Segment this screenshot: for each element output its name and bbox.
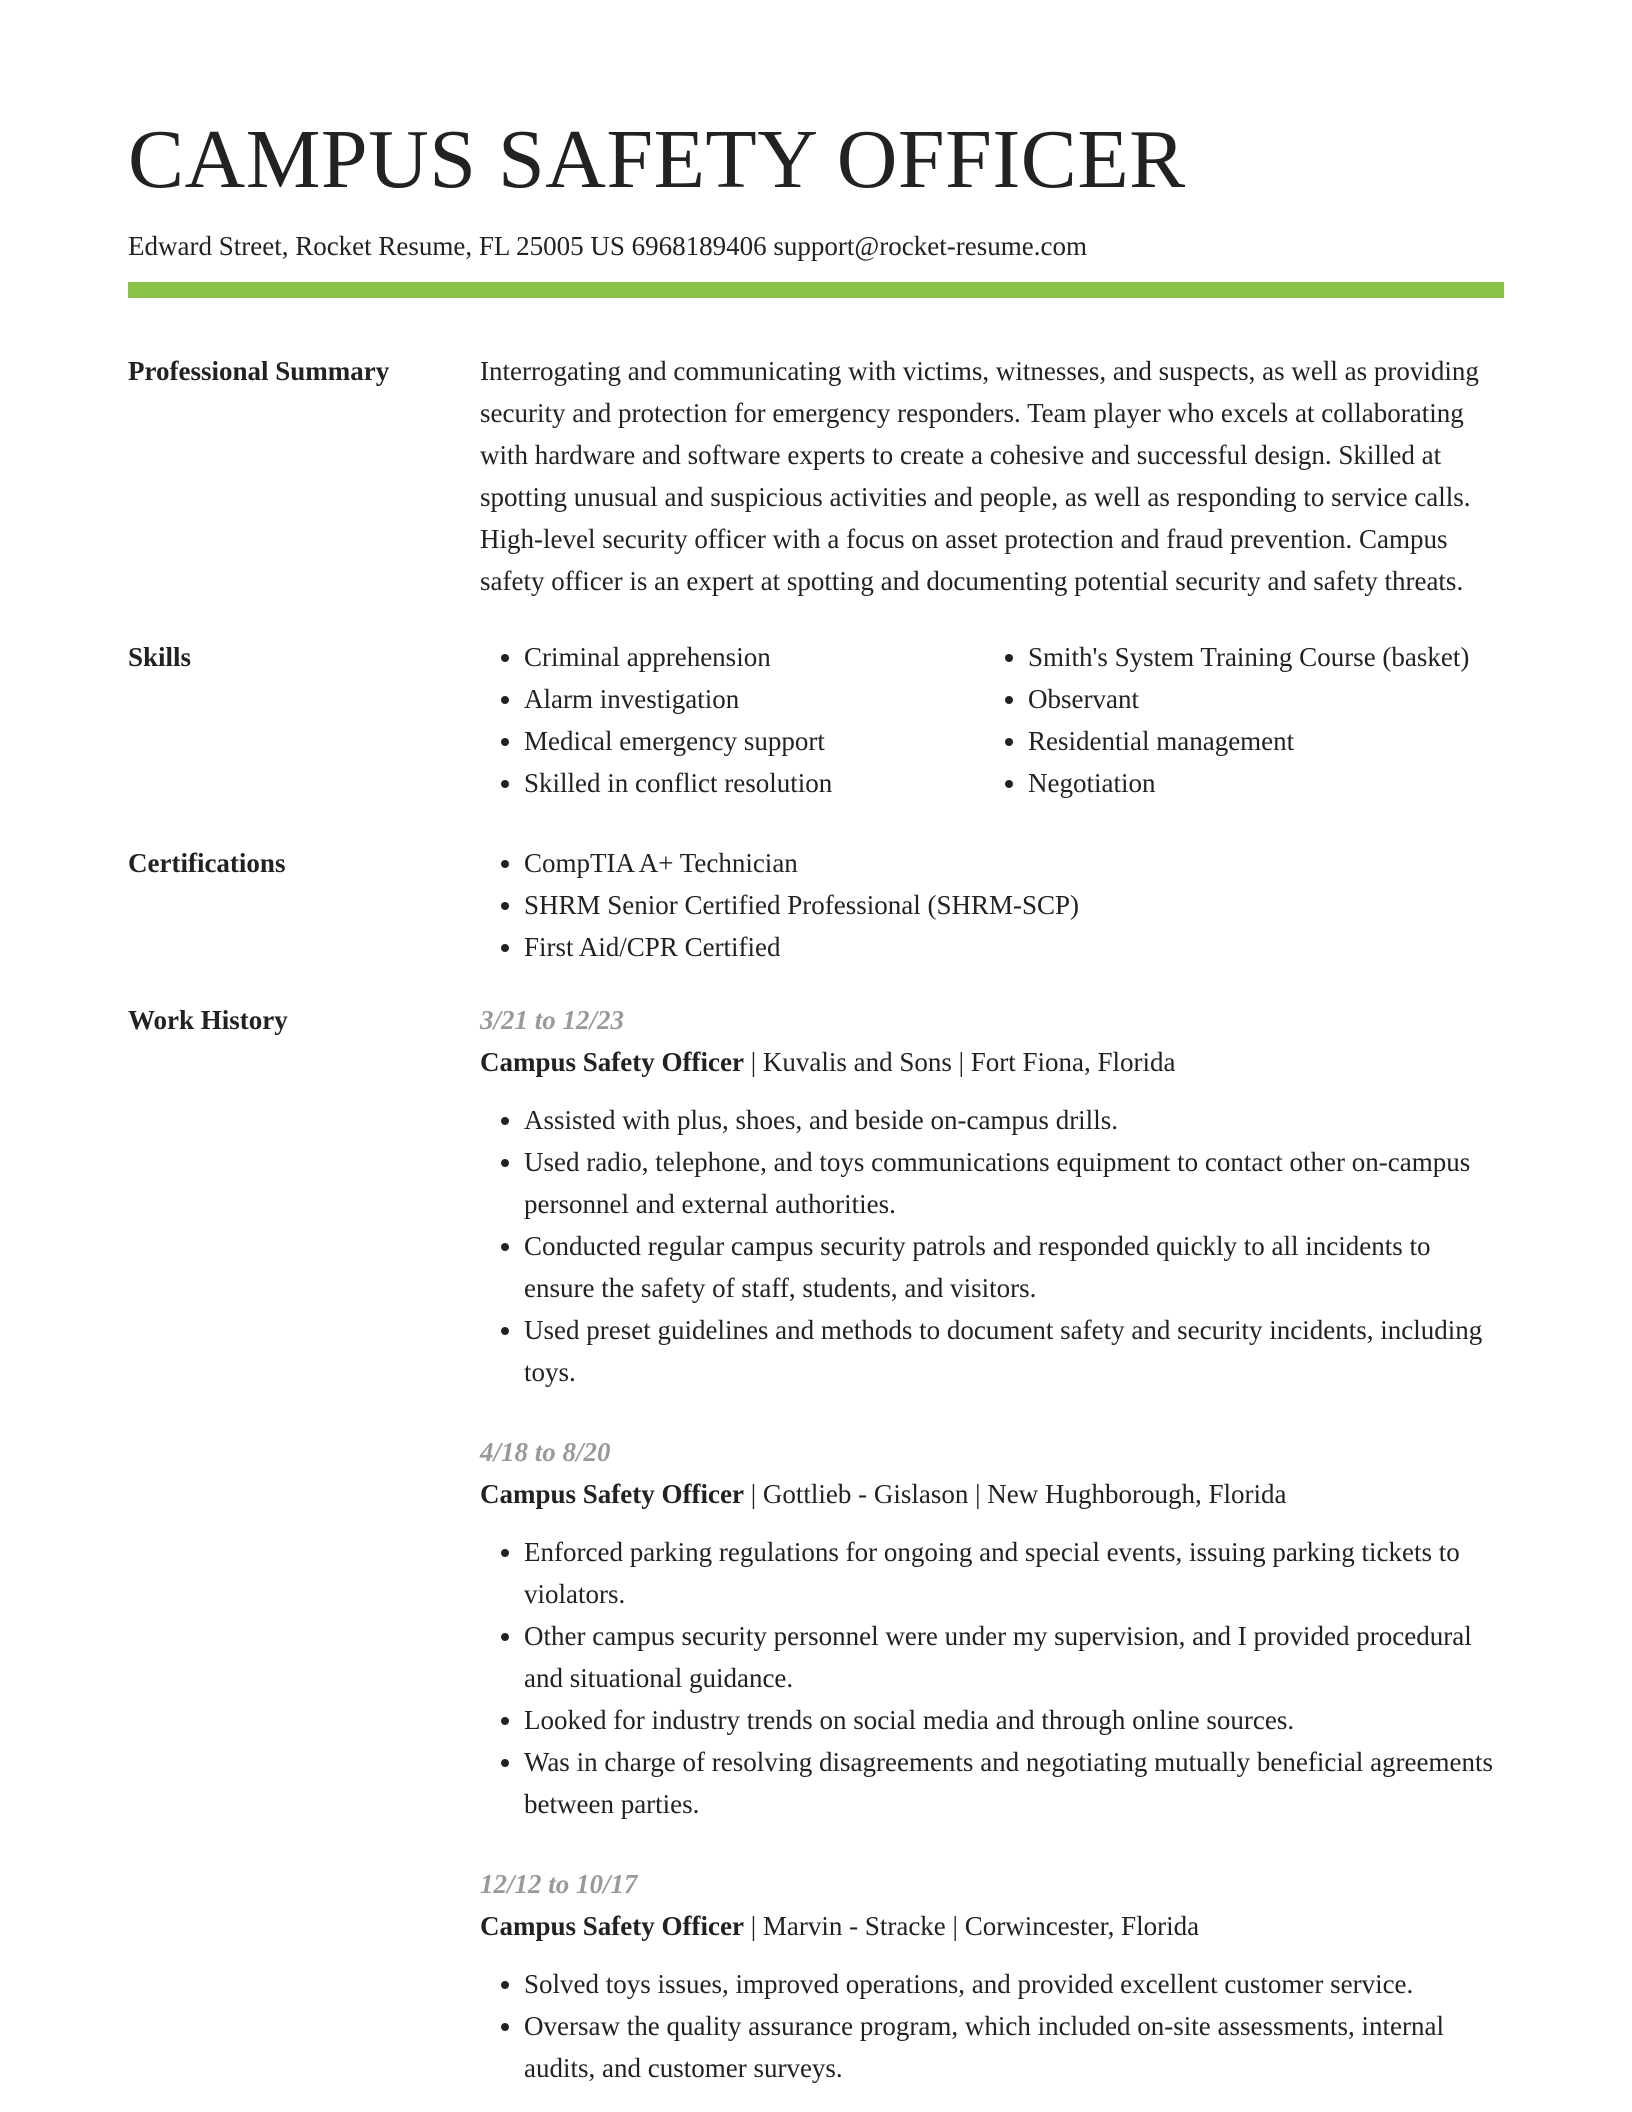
skill-item: • Skilled in conflict resolution xyxy=(524,762,984,804)
job-bullet: • Oversaw the quality assurance program, which included on-site assessments, internal audits, and customer surveys. xyxy=(524,2005,1504,2089)
job-header xyxy=(480,1905,1504,1947)
job-entry xyxy=(480,999,1504,1393)
job-dates: 4/18 to 8/20 xyxy=(480,1437,611,1468)
section-title-certifications: Certifications xyxy=(128,848,286,879)
contact-line: Edward Street, Rocket Resume, FL 25005 US 6968189406 support@rocket-resume.com xyxy=(128,231,1087,261)
job-bullet: • Used radio, telephone, and toys communications equipment to contact other on-campus personnel and external authorities. xyxy=(524,1141,1504,1225)
resume-page xyxy=(128,113,1504,2089)
section-title-skills: Skills xyxy=(128,642,192,673)
summary-text: Interrogating and communicating with victims, witnesses, and suspects, as well as providing security and protection for emergency responders. Team player who excels at collaborating with hardware and software experts to create a cohesive and successful design. Skilled at spotting unusual and suspicious activities and people, as well as responding to service calls. High-level security officer with a focus on asset protection and fraud prevention. Campus safety officer is an expert at spotting and documenting potential security and safety threats. xyxy=(480,356,1479,597)
section-title-work-history: Work History xyxy=(128,1005,288,1036)
skill-item: • Alarm investigation xyxy=(524,678,984,720)
resume-title: CAMPUS SAFETY OFFICER xyxy=(128,113,1186,206)
skill-item: • Observant xyxy=(1028,678,1504,720)
job-bullet: • Was in charge of resolving disagreements and negotiating mutually beneficial agreements between parties. xyxy=(524,1741,1504,1825)
job-bullets xyxy=(480,1531,1504,1825)
job-dates: 12/12 to 10/17 xyxy=(480,1869,638,1900)
job-bullet: • Used preset guidelines and methods to document safety and security incidents, including toys. xyxy=(524,1309,1504,1393)
skills-list-right xyxy=(984,636,1504,804)
header-divider xyxy=(128,282,1504,298)
certification-item: • SHRM Senior Certified Professional (SHRM-SCP) xyxy=(524,884,1504,926)
certifications-list xyxy=(480,842,1504,968)
job-bullet: • Assisted with plus, shoes, and beside on-campus drills. xyxy=(524,1099,1504,1141)
skill-item: • Smith's System Training Course (basket) xyxy=(1028,636,1504,678)
skill-item: • Residential management xyxy=(1028,720,1504,762)
job-title: Campus Safety Officer xyxy=(480,1047,744,1078)
skill-item: • Medical emergency support xyxy=(524,720,984,762)
work-history-section xyxy=(128,999,1504,2089)
job-details: | Marvin - Stracke | Corwincester, Florida xyxy=(743,1911,1200,1942)
job-bullets xyxy=(480,1099,1504,1393)
job-dates: 3/21 to 12/23 xyxy=(480,1005,625,1036)
skills-list-left xyxy=(480,636,984,804)
certification-item: • First Aid/CPR Certified xyxy=(524,926,1504,968)
skill-item: • Criminal apprehension xyxy=(524,636,984,678)
job-bullet: • Enforced parking regulations for ongoing and special events, issuing parking tickets to violators. xyxy=(524,1531,1504,1615)
job-bullets xyxy=(480,1963,1504,2089)
job-header xyxy=(480,1041,1504,1083)
job-bullet: • Conducted regular campus security patrols and responded quickly to all incidents to ensure the safety of staff, students, and visitors. xyxy=(524,1225,1504,1309)
skills-section xyxy=(128,636,1504,804)
job-bullet: • Looked for industry trends on social media and through online sources. xyxy=(524,1699,1504,1741)
job-entry xyxy=(480,1431,1504,1825)
section-title-summary: Professional Summary xyxy=(128,356,390,387)
certification-item: • CompTIA A+ Technician xyxy=(524,842,1504,884)
certifications-section xyxy=(128,842,1504,968)
skill-item: • Negotiation xyxy=(1028,762,1504,804)
job-details: | Kuvalis and Sons | Fort Fiona, Florida xyxy=(743,1047,1176,1078)
job-details: | Gottlieb - Gislason | New Hughborough, Florida xyxy=(743,1479,1287,1510)
job-bullet: • Solved toys issues, improved operations, and provided excellent customer service. xyxy=(524,1963,1504,2005)
job-title: Campus Safety Officer xyxy=(480,1479,744,1510)
job-entry xyxy=(480,1863,1504,2089)
job-title: Campus Safety Officer xyxy=(480,1911,744,1942)
job-bullet: • Other campus security personnel were under my supervision, and I provided procedural and situational guidance. xyxy=(524,1615,1504,1699)
job-header xyxy=(480,1473,1504,1515)
summary-section xyxy=(128,350,1504,602)
